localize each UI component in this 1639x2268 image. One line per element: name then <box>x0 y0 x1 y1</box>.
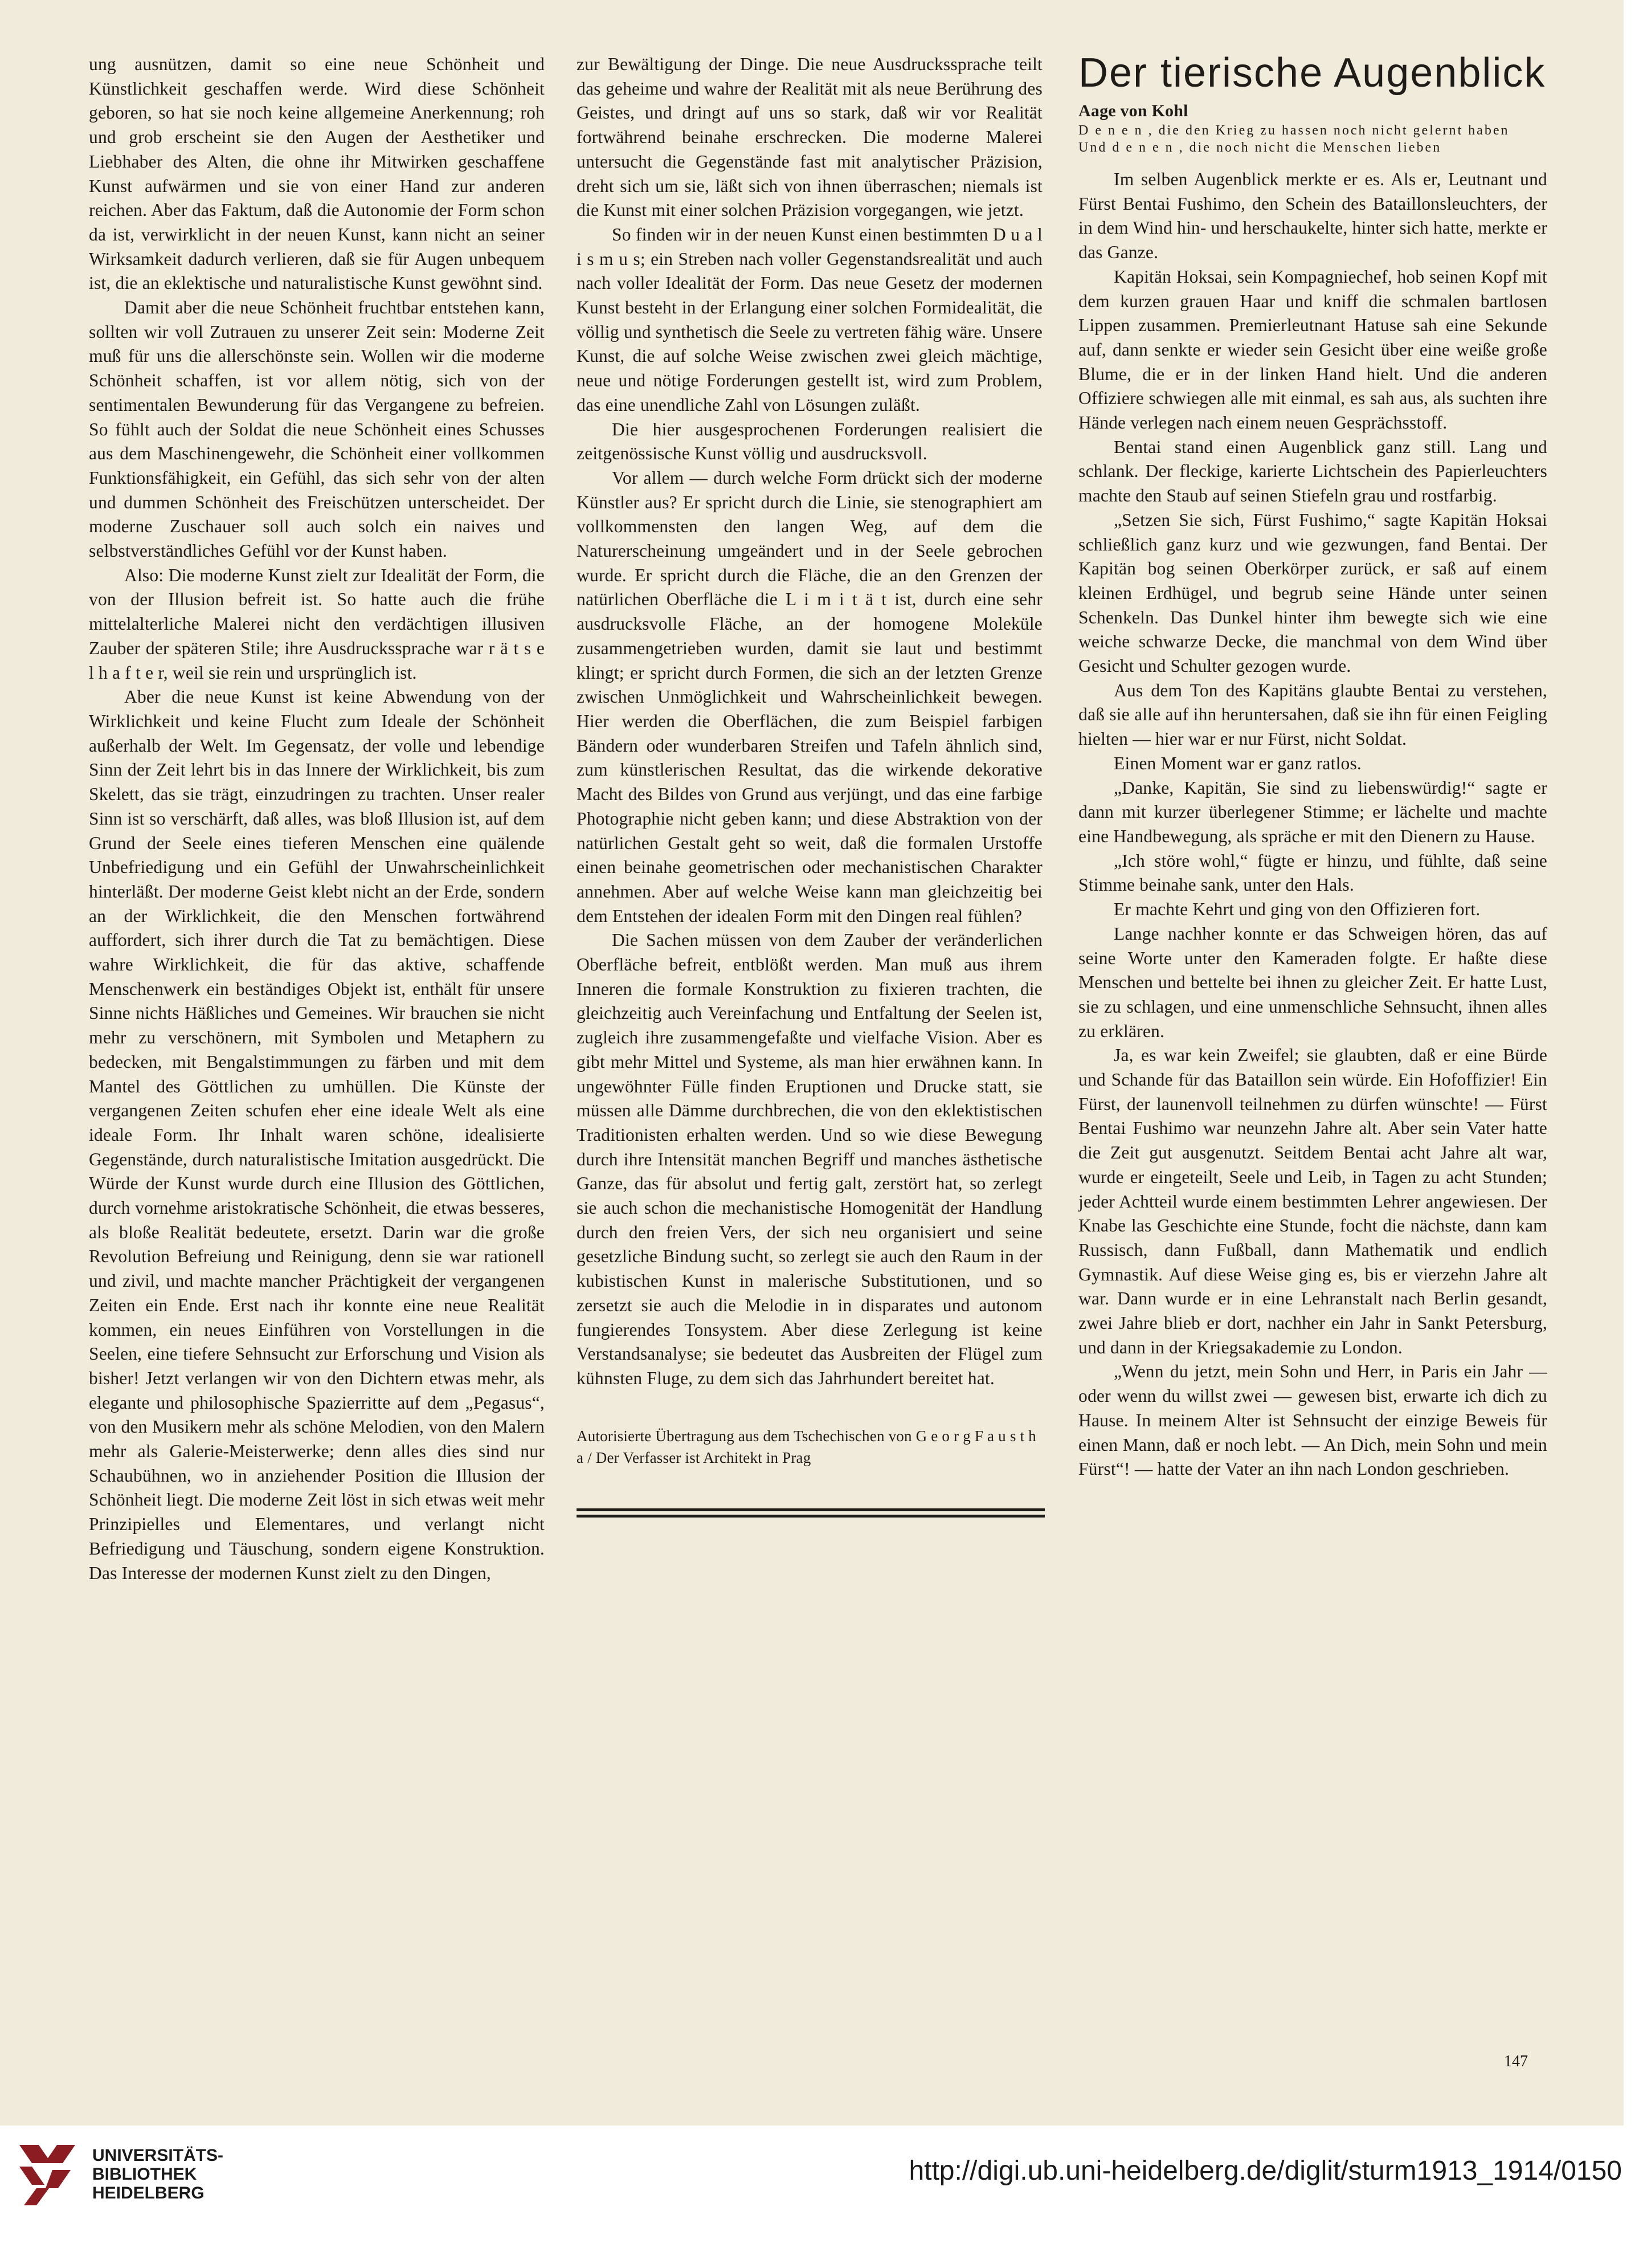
essay-paragraph: zur Bewältigung der Dinge. Die neue Ausdruckssprache teilt das geheime und wahre der Realität mit als neue Berührung des Geistes, und dringt auf uns so stark, daß wir vor Realität fortwährend beinahe erschrecken. Die moderne Malerei untersucht die Gegenstände fast mit analytischer Präzision, dreht sich um sie, läßt sich von ihnen überraschen; niemals ist die Kunst mit einer solchen Präzision vorgegangen, wie jetzt. <box>577 54 1043 221</box>
story-paragraph: Ja, es war kein Zweifel; sie glaubten, daß er eine Bürde und Schande für das Bataillon sein würde. Ein Hofoffizier! Ein Fürst, der launenvoll teilnehmen zu dürfen wünschte! — Fürst Bentai Fushimo war neunzehn Jahre alt. Aber sein Vater hatte die Zeit gut ausgenutzt. Seitdem Bentai acht Jahre alt war, wurde er eingeteilt, Seele und Leib, in Tagen zu acht Stunden; jeder Achtteil wurde einem bestimmten Lehrer angewiesen. Der Knabe las Geschichte eine Stunde, focht die nächste, dann kam Russisch, dann Fußball, dann Mathematik und endlich Gymnastik. Auf diese Weise ging es, bis er vierzehn Jahre alt war. Dann wurde er in eine Lehranstalt nach Berlin gesandt, zwei Jahre blieb er dort, nachher ein Jahr in Sankt Petersburg, und dann in der Kriegsakademie zu London. <box>1078 1045 1547 1357</box>
story-paragraph: „Setzen Sie sich, Fürst Fushimo,“ sagte Kapitän Hoksai schließlich ganz kurz und wie gezwungen, fand Bentai. Der Kapitän bog seinen Oberkörper zurück, er saß auf einem kleinen Erdhügel, und begrub seine Hände unter seinen Schenkeln. Das Dunkel hinter ihm bewegte sich wie eine weiche schwarze Decke, die manchmal von dem Wind über Gesicht und Schulter gezogen wurde. <box>1078 509 1547 676</box>
essay-paragraph: Die Sachen müssen von dem Zauber der veränderlichen Oberfläche befreit, entblößt werden. Man muß aus ihrem Inneren die formale Konstruktion zu fixieren trachten, die gleichzeitig auch Vereinfachung und Entfaltung der Seelen ist, zugleich ihre zusammengefaßte und vielfache Vision. Aber es gibt mehr Mittel und Systeme, als man hier erwähnen kann. In ungewöhnter Fülle finden Eruptionen und Drucke statt, sie müssen alle Dämme durchbrechen, die von den eklektistischen Traditionisten erhalten werden. Und so wie diese Bewegung durch ihre Intensität manchen Begriff und manches ästhetische Ganze, das für absolut und fertig galt, zerstört hat, so zerlegt sie auch schon die mechanistische Homogenität der Handlung durch den freien Vers, der sich neu organisiert und seine gesetzliche Bindung sucht, so zerlegt sie auch den Raum in der kubistischen Kunst in malerische Substitutionen, und so zersetzt sie auch die Melodie in in disparates und autonom fungierendes Tonsystem. Aber diese Zerlegung ist keine Verstandsanalyse; sie bedeutet das Ausbreiten der Flügel zum kühnsten Fluge, zu dem sich das Jahrhundert bereitet hat. <box>577 930 1043 1388</box>
essay-column-1 <box>89 52 545 1585</box>
essay-paragraph: Aber die neue Kunst ist keine Abwendung von der Wirklichkeit und keine Flucht zum Ideale der Schönheit außerhalb der Welt. Im Gegensatz, der volle und lebendige Sinn der Zeit lehrt bis in das Innere der Wirklichkeit, bis zum Skelett, das sie trägt, einzudringen zu trachten. Unser realer Sinn ist so verschärft, daß alles, was bloß Illusion ist, auf dem Grund der Seele eines tieferen Menschen eine quälende Unbefriedigung und ein Gefühl der Unwahrscheinlichkeit hinterläßt. Der moderne Geist klebt nicht an der Erde, sondern an der Wirklichkeit, die den Menschen fortwährend auffordert, sich ihrer durch die Tat zu bemächtigen. Diese wahre Wirklichkeit, die für das aktive, schaffende Menschenwerk ein beständiges Objekt ist, enthält für unsere Sinne nichts Häßliches und Gemeines. Wir brauchen sie nicht mehr zu verschönern, mit Symbolen und Metaphern zu bedecken, mit Bengalstimmungen zu färben und mit dem Mantel des Göttlichen zu umhüllen. Die Künste der vergangenen Zeiten schufen eher eine ideale Welt als eine ideale Form. Ihr Inhalt waren schöne, idealisierte Gegenstände, durch naturalistische Imitation ausgedrückt. Die Würde der Kunst wurde durch eine Illusion des Göttlichen, durch vornehme aristokratische Schönheit, die etwas besseres, als bloße Realität bedeutete, ersetzt. Darin war die große Revolution Befreiung und Reinigung, denn sie war rationell und zivil, und machte mancher Prächtigkeit der vergangenen Zeiten ein Ende. Erst nach ihr konnte eine neue Realität kommen, ein neues Einführen von Vorstellungen in die Seelen, eine tiefere Sehnsucht zur Erforschung und Vision als bisher! Jetzt verlangen wir von den Dichtern etwas mehr, als elegante und philosophische Spazierritte auf dem „Pegasus“, von den Musikern mehr als schöne Melodien, von den Malern mehr als Galerie-Meisterwerke; denn alles dies sind nur Schaubühnen, wo in anziehender Position die Illusion der Schönheit liegt. Die moderne Zeit löst in sich etwas weit mehr Prinzipielles und Elementares, und verlangt nicht Befriedigung und Täuschung, sondern eigene Konstruktion. Das Interesse der modernen Kunst zielt zu den Dingen, <box>89 687 545 1583</box>
story-paragraph: Er machte Kehrt und ging von den Offizieren fort. <box>1114 899 1481 920</box>
essay-paragraph: ung ausnützen, damit so eine neue Schönheit und Künstlichkeit geschaffen werde. Wird diese Schönheit geboren, so hat sie noch keine allgemeine Anerkennung; roh und grob erscheint sie den Augen der Aesthetiker und Liebhaber des Alten, die ohne ihr Mitwirken geschaffene Kunst aufwärmen und sie von einer Hand zur anderen reichen. Aber das Faktum, daß die Autonomie der Form schon da ist, verwirklicht in der neuen Kunst, kann nicht an seiner Wirksamkeit dadurch verlieren, daß sie für Augen unbequem ist, die an eklektische und naturalistische Kunst gewöhnt sind. <box>89 54 545 293</box>
essay-paragraph: Also: Die moderne Kunst zielt zur Idealität der Form, die von der Illusion befreit ist. So hatte auch die frühe mittelalterliche Malerei nicht den verdächtigen illusiven Zauber der späteren Stile; ihre Ausdruckssprache war r ä t s e l h a f t e r, weil sie rein und ursprünglich ist. <box>89 565 545 683</box>
library-name <box>92 2146 223 2202</box>
story-paragraph: Einen Moment war er ganz ratlos. <box>1114 753 1362 773</box>
story-paragraph: „Danke, Kapitän, Sie sind zu liebenswürdig!“ sagte er dann mit kurzer überlegener Stimme; er lächelte und machte eine Handbewegung, als spräche er mit den Dienern zu Hause. <box>1078 777 1547 846</box>
essay-column-2 <box>577 52 1043 1521</box>
story-paragraph: „Wenn du jetzt, mein Sohn und Herr, in Paris ein Jahr — oder wenn du willst zwei — gewesen bist, erwarte ich dich zu Hause. In meinem Alter ist Sehnsucht der einzige Beweis für einen Mann, daß er noch lebt. — An Dich, mein Sohn und mein Fürst“! — hatte der Vater an ihn nach London geschrieben. <box>1078 1361 1547 1479</box>
story-paragraph: „Ich störe wohl,“ fügte er hinzu, und fühlte, daß seine Stimme beinahe sank, unter den Hals. <box>1078 850 1547 895</box>
essay-paragraph: Damit aber die neue Schönheit fruchtbar entstehen kann, sollten wir voll Zutrauen zu unserer Zeit sein: Moderne Zeit muß für uns die allerschönste sein. Wollen wir die moderne Schönheit schaffen, ist vor allem nötig, sich von der sentimentalen Bewunderung für das Vergangene zu befreien. So fühlt auch der Soldat die neue Schönheit eines Schusses aus dem Maschinengewehr, die Schönheit einer vollkommen Funktionsfähigkeit, ein Gefühl, das sich sehr von der alten und dummen Schönheit des Freischützen unterscheidet. Der moderne Zuschauer soll auch solch ein naives und selbstverständliches Gefühl vor der Kunst haben. <box>89 297 545 561</box>
story-column <box>1078 51 1547 1482</box>
essay-paragraph: Die hier ausgesprochenen Forderungen realisiert die zeitgenössische Kunst völlig und ausdrucksvoll. <box>577 419 1043 464</box>
library-name-line: BIBLIOTHEK <box>92 2165 197 2184</box>
library-name-line: HEIDELBERG <box>92 2184 205 2202</box>
story-paragraph: Aus dem Ton des Kapitäns glaubte Bentai zu verstehen, daß sie alle auf ihn heruntersahen, daß sie ihn für einen Feigling hielten — hier war er nur Fürst, nicht Soldat. <box>1078 680 1547 749</box>
essay-paragraph: Vor allem — durch welche Form drückt sich der moderne Künstler aus? Er spricht durch die Linie, sie stenographiert am vollkommensten den langen Weg, auf dem die Naturerscheinung umgeändert und in der Seele gebrochen wurde. Er spricht durch die Fläche, die an den Grenzen der natürlichen Oberfläche die L i m i t ä t ist, durch eine sehr ausdrucksvolle Fläche, an der homogene Moleküle zusammengetrieben wurden, damit sie laut und bestimmt klingt; er spricht durch Formen, die sich an der letzten Grenze zwischen Unmöglichkeit und Wahrscheinlichkeit bewegen. Hier werden die Oberflächen, die zum Beispiel farbigen Bändern oder wunderbaren Streifen und Tafeln ähnlich sind, zum künstlerischen Resultat, das die wirkende dekorative Macht des Bildes von Grund aus verjüngt, und das eine farbige Photographie nicht geben kann; und diese Abstraktion von der natürlichen Gestalt geht so weit, daß die formalen Urstoffe einen beinahe geometrischen oder mechanistischen Charakter annehmen. Aber auf welche Weise kann man gleichzeitig bei dem Entstehen der idealen Form mit den Dingen real fühlen? <box>577 467 1043 926</box>
essay-paragraph: So finden wir in der neuen Kunst einen bestimmten D u a l i s m u s; ein Streben nach voller Gegenstandsrealität und auch nach voller Idealität der Form. Das neue Gesetz der modernen Kunst besteht in der Erlangung einer solchen Formidealität, die völlig und synthetisch die Seele zu vertreten fähig wäre. Unsere Kunst, die auf solche Weise zwischen zwei gleich mächtige, neue und nötige Forderungen gestellt ist, wird zum Problem, das eine unendliche Zahl von Lösungen zuläßt. <box>577 224 1043 415</box>
library-name-line: UNIVERSITÄTS- <box>92 2146 224 2165</box>
double-rule-divider <box>577 1508 1043 1518</box>
story-paragraph: Kapitän Hoksai, sein Kompagniechef, hob seinen Kopf mit dem kurzen grauen Haar und kniff die schmalen bartlosen Lippen zusammen. Premierleutnant Hatuse sah eine Sekunde auf, dann senkte er wieder sein Gesicht über eine weiße große Blume, die er in der linken Hand hielt. Und die anderen Offiziere schwiegen alle mit einmal, es sah aus, als suchten ihre Hände verlegen nach einem neuen Gesprächsstoff. <box>1078 266 1547 433</box>
story-paragraph: Bentai stand einen Augenblick ganz still. Lang und schlank. Der fleckige, karierte Lichtschein des Papierleuchters machte den Staub auf seinen Stiefeln grau und rostfarbig. <box>1078 437 1547 506</box>
story-dedication: Und d e n e n , die noch nicht die Menschen lieben <box>1078 140 1442 155</box>
story-title: Der tierische Augenblick <box>1078 50 1546 96</box>
story-dedication: D e n e n , die den Krieg zu hassen noch nicht gelernt haben <box>1078 123 1510 138</box>
permalink-url[interactable]: http://digi.ub.uni-heidelberg.de/diglit/sturm1913_1914/0150 <box>909 2156 1622 2186</box>
translation-note: Autorisierte Übertragung aus dem Tschechischen von G e o r g F a u s t h a / Der Verfasser ist Architekt in Prag <box>577 1427 1036 1466</box>
story-author: Aage von Kohl <box>1078 101 1188 120</box>
story-paragraph: Lange nachher konnte er das Schweigen hören, das auf seine Worte unter den Kameraden folgte. Er haßte diese Menschen und bettelte bei ihnen zu gleicher Zeit. Er hatte Lust, sie zu schlagen, und eine unmenschliche Sehnsucht, ihnen alles zu erklären. <box>1078 923 1547 1041</box>
university-library-logo-icon <box>16 2141 79 2209</box>
story-paragraph: Im selben Augenblick merkte er es. Als er, Leutnant und Fürst Bentai Fushimo, den Schein des Bataillonsleuchters, der in dem Wind hin- und herschaukelte, hinter sich hatte, merkte er das Ganze. <box>1078 169 1547 263</box>
page-number: 147 <box>1504 2053 1528 2070</box>
library-footer <box>0 2126 1639 2268</box>
